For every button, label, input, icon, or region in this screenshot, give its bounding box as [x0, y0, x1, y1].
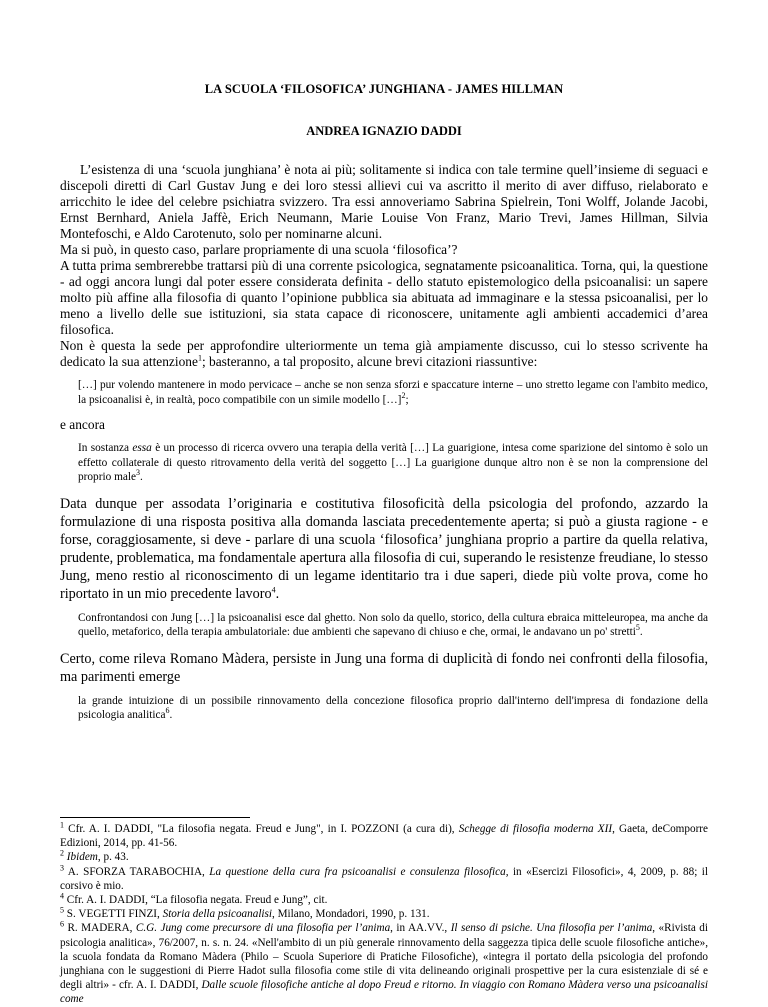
footnote-1: $^1$ Cfr. A. I. DADDI, "La filosofia negata. Freud e Jung", in I. POZZONI (a cura di), Schegge di filosofia moderna XII, Gaeta, deComporre Edizioni, 2014, pp. 41-56.	[60, 820, 708, 850]
paragraph-1: L’esistenza di una ‘scuola junghiana’ è nota ai più; solitamente si indica con tale termine quell’insieme di seguaci e discepoli diretti di Carl Gustav Jung e dei loro stessi allievi cui va ascritto il merito di aver diffuso, rielaborato e arricchito le idee del celebre psichiatra svizzero. Tra essi annoveriamo Sabrina Spielrein, Toni Wolff, Jolande Jacobi, Ernst Bernhard, Aniela Jaffè, Erich Neumann, Marie Louise Von Franz, Mario Trevi, James Hillman, Silvia Montefoschi, e Aldo Carotenuto, solo per nominarne alcuni.	[60, 162, 708, 241]
footnote-6: $^6$ R. MADERA, C.G. Jung come precursore di una filosofia per l’anima, in AA.VV., Il senso di psiche. Una filosofia per l’anima, «Rivista di psicologia analitica», 76/2007, n. s. n. 24. «Nell'ambito di un più generale rinnovamento della saggezza tipica delle scuole filosofiche antiche», la scuola fondata da Romano Màdera (Philo – Scuola Superiore di Pratiche Filosofiche), «integra il portato della psicologia del profondo junghiana con le suggestioni di Pierre Hadot sulla filosofia come stile di vita delineando originali prospettive per la cura esistenziale di sé e degli altri» - cfr. A. I. DADDI, Dalle scuole filosofiche antiche al dopo Freud e ritorno. In viaggio con Romano Màdera verso una psicoanalisi come	[60, 919, 708, 1006]
body-text	[60, 162, 708, 733]
footnote-5: $^5$ S. VEGETTI FINZI, Storia della psicoanalisi, Milano, Mondadori, 1990, p. 131.	[60, 905, 430, 921]
block-quote-3: Confrontandosi con Jung […] la psicoanalisi esce dal ghetto. Non solo da quello, storico, della cultura ebraica mitteleuropea, ma anche da quello, metaforico, della terapia ambulatoriale: due ambienti che sapevano di chiuso e che, ormai, le andavano un po' stretti$^5$.	[78, 611, 708, 638]
footnotes	[60, 822, 708, 1007]
paper-title: LA SCUOLA ‘FILOSOFICA’ JUNGHIANA - JAMES HILLMAN	[204, 82, 564, 96]
footnote-3: $^3$ A. SFORZA TARABOCHIA, La questione della cura fra psicoanalisi e consulenza filosofica, in «Esercizi Filosofici», 4, 2009, p. 88; il corsivo è mio.	[60, 862, 708, 892]
footnote-separator	[60, 817, 250, 818]
author-name: ANDREA IGNAZIO DADDI	[306, 124, 462, 138]
footnote-2: $^2$ Ibidem, p. 43.	[60, 848, 129, 864]
block-quote-1: […] pur volendo mantenere in modo pervicace – anche se non senza sforzi e spaccature interne – uno stretto legame con l'ambito medico, la psicoanalisi è, in realtà, poco compatibile con un simile modello […]$^2$;	[78, 379, 708, 406]
block-quote-4: la grande intuizione di un possibile rinnovamento della concezione filosofica proprio dall'interno dell'impresa di fondazione della psicologia analitica$^6$.	[78, 694, 708, 721]
footnote-ref-4[interactable]: 4	[271, 584, 276, 594]
footnote-4: $^4$ Cfr. A. I. DADDI, “La filosofia negata. Freud e Jung”, cit.	[60, 891, 328, 907]
footnote-ref-3[interactable]: 3	[136, 468, 141, 478]
paragraph-6: Data dunque per assodata l’originaria e costitutiva filosoficità della psicologia del profondo, azzardo la formulazione di una risposta positiva alla domanda lasciata precedentemente aperta; si può a giusta ragione - e forse, coraggiosamente, si deve - parlare di una scuola ‘filosofica’ junghiana proprio a partire da quella relativa, prudente, problematica, ma fondamentale apertura alla filosofia di cui, superando le resistenze freudiane, lo stesso Jung, meno restio al riconoscimento di un legame identitario tra i due saperi, diede più volte prova, come ho riportato in un mio precedente lavoro$^4$.	[60, 495, 708, 602]
paragraph-2: Ma si può, in questo caso, parlare propriamente di una scuola ‘filosofica’?	[60, 242, 458, 257]
footnote-ref-2[interactable]: 2	[401, 390, 406, 400]
footnote-ref-5[interactable]: 5	[635, 623, 640, 633]
paragraph-3: A tutta prima sembrerebbe trattarsi più di una corrente psicologica, segnatamente psicoanalitica. Torna, qui, la questione - ad oggi ancora lungi dal poter essere considerata definita - dello statuto epistemologico della psicoanalisi: un sapere molto più affine alla filosofia di quanto l’opinione pubblica sia abituata ad immaginare e la stessa psicoanalisi, per lo meno a livello delle sue istituzioni, sia stata capace di riconoscere, unitamente agli ambienti accademici d’area filosofica.	[60, 258, 708, 337]
footnote-ref-1[interactable]: 1	[197, 353, 202, 363]
paragraph-5: e ancora	[60, 417, 105, 432]
footnote-ref-6[interactable]: 6	[165, 706, 170, 716]
block-quote-2: In sostanza essa è un processo di ricerca ovvero una terapia della verità […] La guarigione, intesa come sparizione del sintomo è solo un effetto collaterale di questo ritrovamento della verità del soggetto […] La guarigione dunque altro non è se non la comprensione del proprio male$^3$.	[78, 442, 708, 483]
paragraph-4: Non è questa la sede per approfondire ulteriormente un tema già ampiamente discusso, cui lo stesso scrivente ha dedicato la sua attenzione$^1$; basteranno, a tal proposito, alcune brevi citazioni riassuntive:	[60, 338, 708, 369]
paragraph-7: Certo, come rileva Romano Màdera, persiste in Jung una forma di duplicità di fondo nei confronti della filosofia, ma parimenti emerge	[60, 650, 708, 685]
